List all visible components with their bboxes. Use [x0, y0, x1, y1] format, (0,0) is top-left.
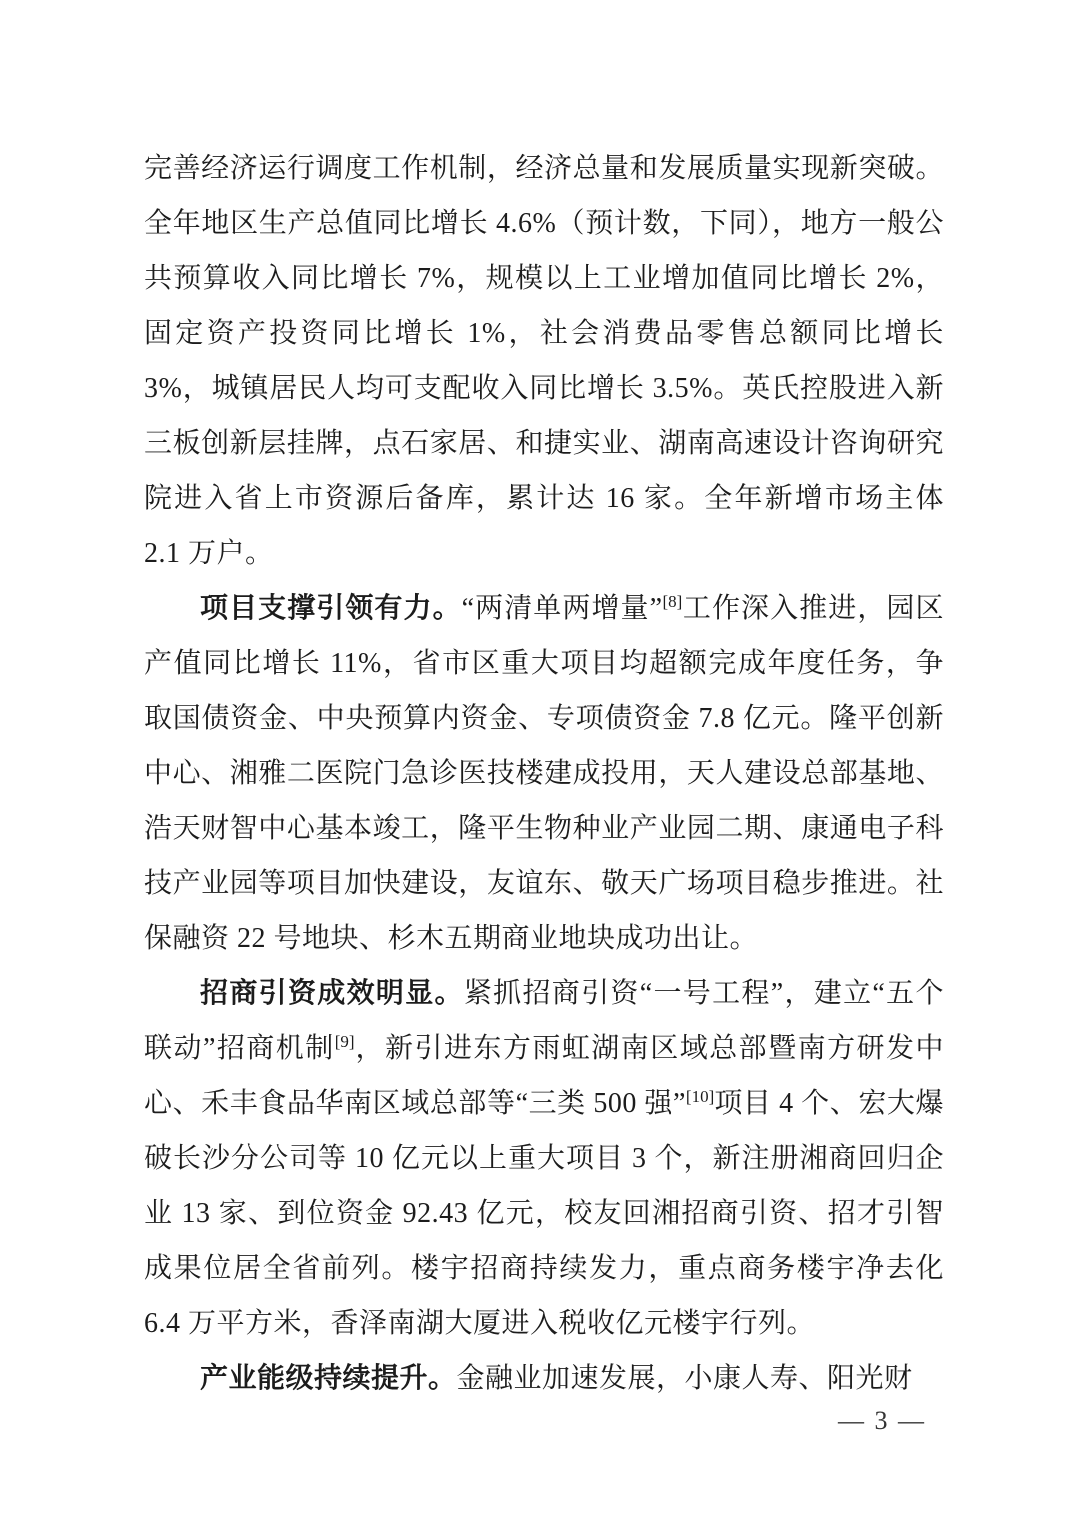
paragraph-lead-bold: 招商引资成效明显。	[200, 978, 464, 1009]
paragraph-text: 完善经济运行调度工作机制，经济总量和发展质量实现新突破。全年地区生产总值同比增长 4.6%（预计数，下同），地方一般公共预算收入同比增长 7%，规模以上工业增加值同比增长 2%，固定资产投资同比增长 1%，社会消费品零售总额同比增长 3%，城镇居民人均可支配收入同比增长 3.5%。英氏控股进入新三板创新层挂牌，点石家居、和捷实业、湖南高速设计咨询研究院进入省上市资源后备库，累计达 16 家。全年新增市场主体 2.1 万户。	[144, 153, 944, 569]
footnote-marker-10: [10]	[685, 1087, 715, 1106]
page-body	[144, 141, 944, 1406]
paragraph-investment-attraction	[144, 966, 944, 1351]
paragraph-lead-bold: 产业能级持续提升。	[200, 1363, 457, 1394]
paragraph-text: 工作深入推进，园区产值同比增长 11%，省市区重大项目均超额完成年度任务，争取国债资金、中央预算内资金、专项债资金 7.8 亿元。隆平创新中心、湘雅二医院门急诊医技楼建成投用，天人建设总部基地、浩天财智中心基本竣工，隆平生物种业产业园二期、康通电子科技产业园等项目加快建设，友谊东、敬天广场项目稳步推进。社保融资 22 号地块、杉木五期商业地块成功出让。	[144, 593, 944, 954]
page-footer	[838, 1403, 926, 1439]
page-number: — 3 —	[838, 1406, 926, 1435]
paragraph-industry-upgrade	[144, 1351, 944, 1406]
paragraph-text: 项目 4 个、宏大爆破长沙分公司等 10 亿元以上重大项目 3 个，新注册湘商回归企业 13 家、到位资金 92.43 亿元，校友回湘招商引资、招才引智成果位居全省前列。楼宇招商持续发力，重点商务楼宇净去化 6.4 万平方米，香泽南湖大厦进入税收亿元楼宇行列。	[144, 1088, 944, 1339]
paragraph-text: ，新引进东方雨虹湖南区域总部暨南方研发中心、禾丰食品华南区域总部等“三类 500 强”	[144, 1033, 944, 1119]
paragraph-text: 金融业加速发展，小康人寿、阳光财	[456, 1363, 913, 1394]
paragraph-economic-overview	[144, 141, 944, 581]
paragraph-lead-bold: 项目支撑引领有力。	[200, 593, 462, 624]
paragraph-text: 紧抓招商引资“一号工程”，建立“五个联动”招商机制	[144, 978, 944, 1064]
paragraph-project-support	[144, 581, 944, 966]
footnote-marker-9: [9]	[334, 1032, 355, 1051]
footnote-marker-8: [8]	[662, 592, 683, 611]
paragraph-text: “两清单两增量”	[461, 593, 663, 624]
